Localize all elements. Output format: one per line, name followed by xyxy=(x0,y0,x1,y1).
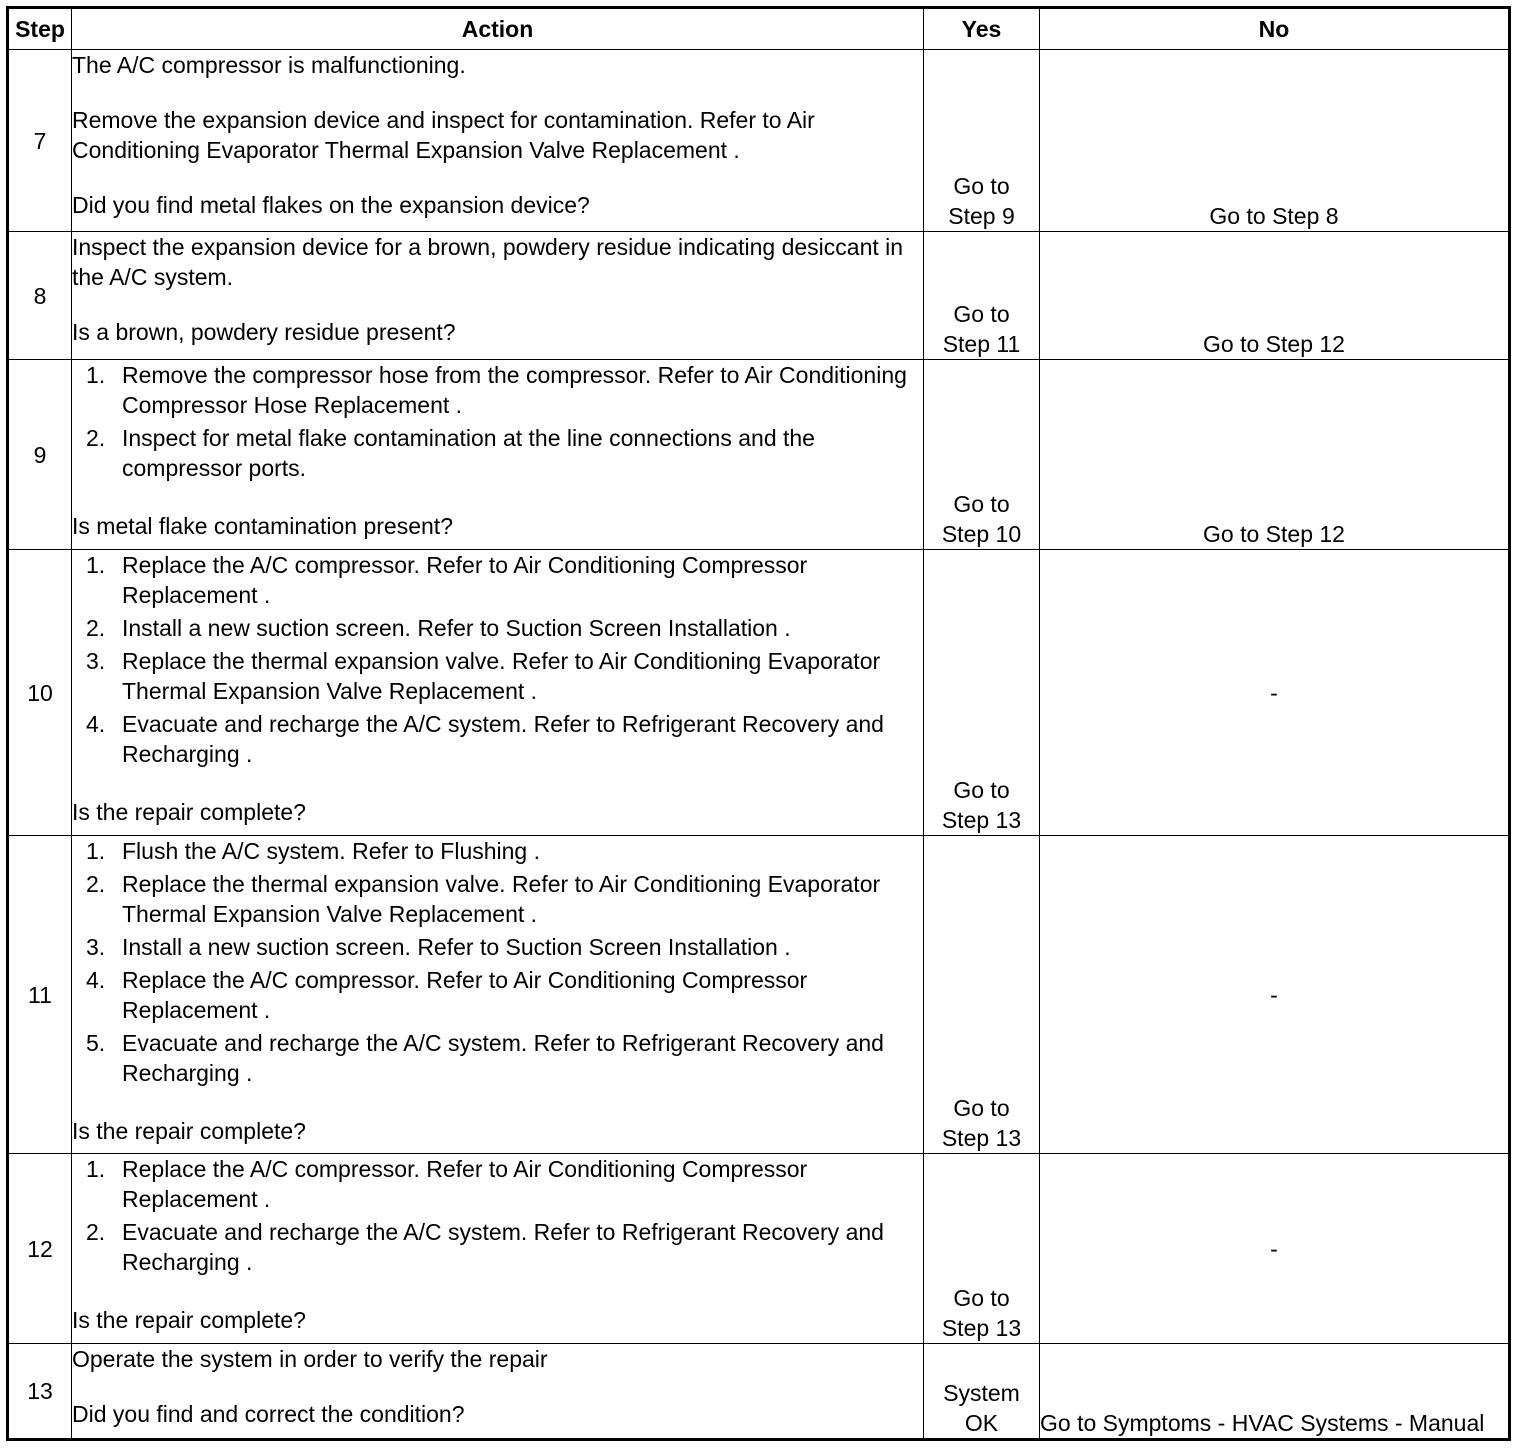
no-cell: Go to Step 8 xyxy=(1040,50,1510,232)
table-row xyxy=(8,836,1510,1154)
list-item: 2. Evacuate and recharge the A/C system. Refer to Refrigerant Recovery and Recharging . xyxy=(86,1219,884,1275)
yes-cell xyxy=(924,1344,1040,1440)
action-question: Is the repair complete? xyxy=(72,1307,306,1333)
step-number: 10 xyxy=(8,550,72,836)
action-question: Is the repair complete? xyxy=(72,1118,306,1144)
step-number: 11 xyxy=(8,836,72,1154)
yes-line: Go to xyxy=(953,301,1010,327)
header-action: Action xyxy=(72,8,924,50)
table-row xyxy=(8,550,1510,836)
list-item: 1. Remove the compressor hose from the compressor. Refer to Air Conditioning Compressor Hose Replacement . xyxy=(86,362,907,418)
header-step: Step xyxy=(8,8,72,50)
action-question: Is metal flake contamination present? xyxy=(72,513,453,539)
list-item: 2. Install a new suction screen. Refer to Suction Screen Installation . xyxy=(86,615,791,641)
yes-line: Go to xyxy=(953,1285,1010,1311)
table-row xyxy=(8,50,1510,232)
action-list xyxy=(72,1154,923,1277)
action-question: Did you find and correct the condition? xyxy=(72,1401,465,1427)
action-text: The A/C compressor is malfunctioning. xyxy=(72,52,466,78)
list-item: 5. Evacuate and recharge the A/C system. Refer to Refrigerant Recovery and Recharging . xyxy=(86,1030,884,1086)
header-no: No xyxy=(1040,8,1510,50)
action-cell xyxy=(72,1344,924,1440)
yes-line: Go to xyxy=(953,491,1010,517)
yes-line: Go to xyxy=(953,777,1010,803)
no-cell: - xyxy=(1040,836,1510,1154)
header-row xyxy=(8,8,1510,50)
action-question: Is a brown, powdery residue present? xyxy=(72,319,456,345)
table-row xyxy=(8,360,1510,550)
no-cell: - xyxy=(1040,1154,1510,1344)
yes-cell xyxy=(924,836,1040,1154)
yes-line: Step 13 xyxy=(941,1125,1022,1151)
step-number: 8 xyxy=(8,232,72,360)
action-text: Operate the system in order to verify the repair xyxy=(72,1346,548,1372)
yes-cell xyxy=(924,232,1040,360)
list-item: 1. Flush the A/C system. Refer to Flushing . xyxy=(86,838,540,864)
action-question: Did you find metal flakes on the expansion device? xyxy=(72,192,590,218)
action-text: Inspect the expansion device for a brown, powdery residue indicating desiccant in the A/C system. xyxy=(72,234,904,290)
no-cell: Go to Step 12 xyxy=(1040,360,1510,550)
list-item: 4. Replace the A/C compressor. Refer to Air Conditioning Compressor Replacement . xyxy=(86,967,808,1023)
step-number: 13 xyxy=(8,1344,72,1440)
step-number: 12 xyxy=(8,1154,72,1344)
action-list xyxy=(72,836,923,1088)
yes-cell xyxy=(924,360,1040,550)
action-question: Is the repair complete? xyxy=(72,799,306,825)
yes-line: Step 10 xyxy=(941,521,1022,547)
action-cell xyxy=(72,50,924,232)
table-row xyxy=(8,232,1510,360)
yes-line: Step 9 xyxy=(948,203,1015,229)
yes-line: Step 11 xyxy=(942,331,1021,357)
table-row xyxy=(8,1154,1510,1344)
yes-line: Go to xyxy=(953,173,1010,199)
action-cell xyxy=(72,550,924,836)
list-item: 1. Replace the A/C compressor. Refer to Air Conditioning Compressor Replacement . xyxy=(86,552,808,608)
yes-line: Step 13 xyxy=(941,1315,1022,1341)
yes-line: System xyxy=(943,1380,1020,1406)
action-cell xyxy=(72,836,924,1154)
action-list xyxy=(72,360,923,483)
list-item: 3. Replace the thermal expansion valve. Refer to Air Conditioning Evaporator Thermal Expansion Valve Replacement . xyxy=(86,648,881,704)
list-item: 1. Replace the A/C compressor. Refer to Air Conditioning Compressor Replacement . xyxy=(86,1156,808,1212)
yes-line: Step 13 xyxy=(941,807,1022,833)
no-cell: Go to Step 12 xyxy=(1040,232,1510,360)
yes-cell xyxy=(924,550,1040,836)
diagnostic-table xyxy=(6,6,1511,1441)
action-cell xyxy=(72,232,924,360)
list-item: 3. Install a new suction screen. Refer to Suction Screen Installation . xyxy=(86,934,791,960)
yes-cell xyxy=(924,50,1040,232)
no-cell: Go to Symptoms - HVAC Systems - Manual xyxy=(1040,1344,1510,1440)
action-list xyxy=(72,550,923,769)
yes-cell xyxy=(924,1154,1040,1344)
step-number: 9 xyxy=(8,360,72,550)
list-item: 2. Replace the thermal expansion valve. Refer to Air Conditioning Evaporator Thermal Expansion Valve Replacement . xyxy=(86,871,881,927)
yes-line: Go to xyxy=(953,1095,1010,1121)
action-text: Remove the expansion device and inspect for contamination. Refer to Air Conditioning Evaporator Thermal Expansion Valve Replacement . xyxy=(72,107,815,163)
yes-line: OK xyxy=(964,1410,999,1436)
list-item: 4. Evacuate and recharge the A/C system. Refer to Refrigerant Recovery and Recharging . xyxy=(86,711,884,767)
no-cell: - xyxy=(1040,550,1510,836)
list-item: 2. Inspect for metal flake contamination at the line connections and the compressor ports. xyxy=(86,425,815,481)
table-row xyxy=(8,1344,1510,1440)
action-cell xyxy=(72,1154,924,1344)
action-cell xyxy=(72,360,924,550)
header-yes: Yes xyxy=(924,8,1040,50)
step-number: 7 xyxy=(8,50,72,232)
